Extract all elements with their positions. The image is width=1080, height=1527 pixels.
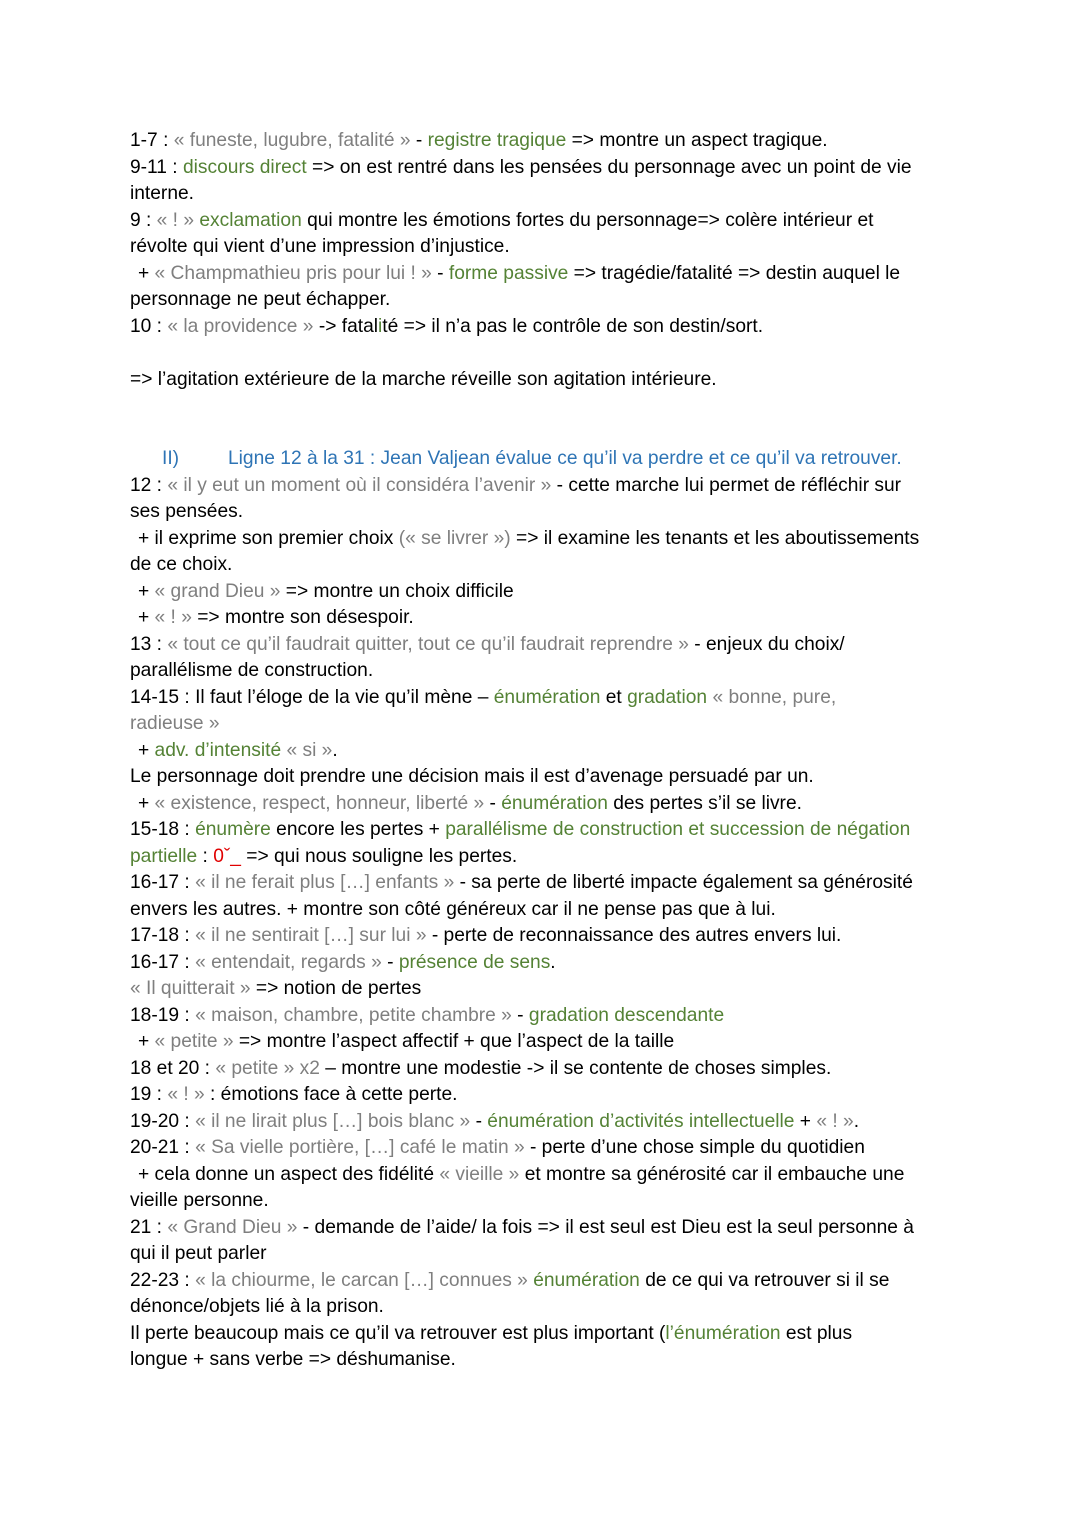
- text-segment: de ce choix.: [130, 554, 233, 575]
- text-segment: => on est rentré dans les pensées du personnage avec un point de vie: [306, 156, 912, 178]
- text-segment: qui il peut parler: [130, 1243, 267, 1264]
- text-line: [130, 526, 960, 553]
- quote-text: « Il quitterait »: [130, 978, 251, 999]
- blank-line: [130, 340, 960, 367]
- quote-text: « il y eut un moment où il considéra l’avenir »: [167, 474, 552, 496]
- quote-text: « ! »: [156, 209, 195, 231]
- quote-text: « il ne sentirait […] sur lui »: [195, 925, 427, 946]
- figure-term: énumération d’activités intellectuelle: [487, 1110, 795, 1132]
- quote-text: « si »: [286, 739, 333, 761]
- quote-text: « funeste, lugubre, fatalité »: [173, 130, 411, 151]
- text-line: [130, 128, 960, 155]
- quote-text: « maison, chambre, petite chambre »: [195, 1004, 512, 1026]
- quote-text: « grand Dieu »: [154, 580, 281, 602]
- quote-text: « vieille »: [439, 1163, 520, 1185]
- text-line: [130, 1268, 960, 1295]
- quote-text: « la chiourme, le carcan […] connues »: [195, 1269, 528, 1291]
- text-segment: => notion de pertes: [250, 978, 422, 999]
- quote-text: « existence, respect, honneur, liberté »: [154, 792, 485, 814]
- text-line: [130, 234, 960, 261]
- text-segment: 20-21 :: [130, 1137, 196, 1158]
- text-segment: => tragédie/fatalité => destin auquel le: [568, 262, 901, 284]
- figure-term: exclamation: [199, 209, 302, 231]
- figure-term: registre tragique: [427, 130, 567, 151]
- text-segment: -> fatal: [313, 315, 379, 337]
- annotation-mark: 0ˇ_: [213, 845, 241, 867]
- text-segment: personnage ne peut échapper.: [130, 289, 391, 310]
- quote-text: « ! »: [167, 1084, 205, 1105]
- text-segment: vieille personne.: [130, 1190, 269, 1211]
- text-segment: de ce qui va retrouver si il se: [639, 1269, 890, 1291]
- text-segment: et montre sa générosité car il embauche une: [519, 1163, 905, 1185]
- text-segment: +: [138, 1031, 155, 1052]
- text-segment: - demande de l’aide/ la fois => il est seul est Dieu est la seul personne à: [297, 1216, 914, 1238]
- text-line: [130, 314, 960, 341]
- text-segment: 1-7 :: [130, 130, 174, 151]
- document-body: [130, 128, 960, 1374]
- text-segment: .: [550, 951, 556, 973]
- quote-text: « entendait, regards »: [195, 951, 382, 973]
- text-segment: -: [511, 1004, 529, 1026]
- figure-term: i: [378, 315, 383, 337]
- text-segment: -: [470, 1110, 488, 1132]
- text-line: [130, 1162, 960, 1189]
- text-segment: +: [138, 580, 155, 602]
- text-segment: - perte de reconnaissance des autres envers lui.: [426, 925, 842, 946]
- text-segment: est plus: [780, 1322, 853, 1344]
- quote-text: radieuse »: [130, 713, 220, 734]
- text-line: [130, 1029, 960, 1056]
- text-line: [130, 367, 960, 394]
- quote-text: « la providence »: [167, 315, 314, 337]
- text-segment: => montre un choix difficile: [280, 580, 514, 602]
- text-segment: té => il n’a pas le contrôle de son destin/sort.: [382, 315, 764, 337]
- text-line: [130, 552, 960, 579]
- blank-line: [130, 420, 960, 447]
- text-segment: 9 :: [130, 209, 157, 231]
- text-segment: => qui nous souligne les pertes.: [240, 845, 518, 867]
- text-segment: - sa perte de liberté impacte également sa générosité: [454, 872, 913, 893]
- text-segment: Il perte beaucoup mais ce qu’il va retrouver est plus important (: [130, 1322, 666, 1344]
- text-segment: -: [381, 951, 399, 973]
- figure-term: présence de sens: [398, 951, 551, 973]
- text-segment: 9-11 :: [130, 156, 183, 178]
- text-line: [130, 870, 960, 897]
- text-segment: - perte d’une chose simple du quotidien: [524, 1137, 865, 1158]
- text-line: [130, 1003, 960, 1030]
- text-segment: 18 et 20 :: [130, 1057, 216, 1079]
- quote-text: (« se livrer »): [398, 527, 511, 549]
- text-segment: + il exprime son premier choix: [138, 527, 399, 549]
- text-line: [130, 1109, 960, 1136]
- text-segment: - enjeux du choix/: [688, 633, 845, 655]
- quote-text: « Champmathieu pris pour lui ! »: [154, 262, 432, 284]
- figure-term: discours direct: [182, 156, 307, 178]
- text-segment: :: [197, 845, 214, 867]
- text-segment: ses pensées.: [130, 501, 244, 522]
- text-line: [130, 499, 960, 526]
- text-line: [130, 950, 960, 977]
- figure-term: partielle: [130, 845, 198, 867]
- text-segment: +: [138, 262, 155, 284]
- text-line: [130, 579, 960, 606]
- text-line: [130, 208, 960, 235]
- quote-text: « Sa vielle portière, […] café le matin »: [195, 1137, 525, 1158]
- text-line: [130, 685, 960, 712]
- figure-term: gradation descendante: [528, 1004, 725, 1026]
- text-line: [130, 897, 960, 924]
- text-segment: 21 :: [130, 1216, 168, 1238]
- quote-text: « bonne, pure,: [712, 686, 837, 708]
- text-line: [130, 1135, 960, 1162]
- text-segment: -: [431, 262, 449, 284]
- blank-line: [130, 393, 960, 420]
- text-line: [130, 1321, 960, 1348]
- text-line: [130, 1215, 960, 1242]
- text-line: [130, 764, 960, 791]
- text-line: [130, 1188, 960, 1215]
- text-line: [130, 976, 960, 1003]
- text-segment: envers les autres. + montre son côté généreux car il ne pense pas que à lui.: [130, 898, 776, 920]
- text-segment: => montre l’aspect affectif + que l’aspect de la taille: [233, 1031, 675, 1052]
- text-segment: Le personnage doit prendre une décision mais il est d’avenage persuadé par un.: [130, 766, 814, 787]
- text-segment: 19 :: [130, 1084, 168, 1105]
- text-segment: – montre une modestie -> il se contente de choses simples.: [319, 1057, 832, 1079]
- text-segment: : émotions face à cette perte.: [204, 1084, 458, 1105]
- text-segment: interne.: [130, 183, 194, 204]
- text-segment: => il examine les tenants et les aboutissements: [510, 527, 920, 549]
- text-segment: .: [332, 739, 338, 761]
- quote-text: « ! »: [154, 607, 192, 628]
- text-line: [130, 155, 960, 182]
- text-segment: 17-18 :: [130, 925, 196, 946]
- text-segment: - cette marche lui permet de réfléchir sur: [551, 474, 902, 496]
- text-segment: => montre son désespoir.: [191, 607, 414, 628]
- text-segment: 19-20 :: [130, 1110, 196, 1132]
- text-line: [130, 1241, 960, 1268]
- text-line: [130, 605, 960, 632]
- text-line: [130, 287, 960, 314]
- text-segment: 14-15 : Il faut l’éloge de la vie qu’il mène –: [130, 686, 494, 708]
- quote-text: « il ne ferait plus […] enfants »: [195, 872, 455, 893]
- text-line: [130, 1294, 960, 1321]
- heading-text: Ligne 12 à la 31 : Jean Valjean évalue ce qu’il va perdre et ce qu’il va retrouver.: [228, 448, 902, 469]
- text-segment: encore les pertes +: [270, 819, 446, 840]
- figure-term: énumération: [501, 792, 608, 814]
- text-segment: 18-19 :: [130, 1004, 196, 1026]
- text-line: [130, 844, 960, 871]
- figure-term: forme passive: [448, 262, 569, 284]
- text-line: [130, 1082, 960, 1109]
- quote-text: « ! »: [816, 1110, 854, 1132]
- text-segment: longue + sans verbe => déshumanise.: [130, 1349, 456, 1370]
- text-segment: et: [600, 686, 628, 708]
- figure-term: gradation: [627, 686, 708, 708]
- text-line: [130, 711, 960, 738]
- text-segment: 15-18 :: [130, 819, 196, 840]
- text-segment: révolte qui vient d’une impression d’injustice.: [130, 236, 510, 257]
- text-segment: 12 :: [130, 474, 168, 496]
- text-segment: 10 :: [130, 315, 168, 337]
- text-segment: +: [138, 792, 155, 814]
- text-line: [130, 738, 960, 765]
- text-line: [130, 473, 960, 500]
- text-line: [130, 1056, 960, 1083]
- figure-term: l’énumération: [665, 1322, 781, 1344]
- text-segment: => montre un aspect tragique.: [566, 130, 828, 151]
- quote-text: « il ne lirait plus […] bois blanc »: [195, 1110, 471, 1132]
- text-line: [130, 632, 960, 659]
- text-segment: -: [484, 792, 502, 814]
- text-segment: -: [410, 130, 428, 151]
- text-line: [130, 923, 960, 950]
- text-segment: qui montre les émotions fortes du personnage=> colère intérieur et: [301, 209, 874, 231]
- quote-text: « tout ce qu’il faudrait quitter, tout ce qu’il faudrait reprendre »: [167, 633, 689, 655]
- figure-term: énumération: [533, 1269, 640, 1291]
- text-line: [130, 1347, 960, 1374]
- text-line: [130, 817, 960, 844]
- text-segment: +: [138, 739, 155, 761]
- text-segment: => l’agitation extérieure de la marche réveille son agitation intérieure.: [130, 368, 717, 390]
- text-segment: dénonce/objets lié à la prison.: [130, 1296, 384, 1317]
- text-segment: 16-17 :: [130, 951, 196, 973]
- text-line: [130, 261, 960, 288]
- figure-term: parallélisme de construction et succession de négation: [445, 819, 911, 840]
- text-line: [130, 658, 960, 685]
- quote-text: « Grand Dieu »: [167, 1216, 298, 1238]
- text-segment: 13 :: [130, 633, 168, 655]
- section-number: II): [162, 448, 180, 469]
- section-heading: [130, 446, 960, 473]
- text-segment: +: [794, 1110, 817, 1132]
- quote-text: « petite » x2: [215, 1057, 320, 1079]
- quote-text: « petite »: [154, 1031, 234, 1052]
- text-line: [130, 791, 960, 818]
- figure-term: énumération: [493, 686, 601, 708]
- text-segment: .: [853, 1110, 860, 1132]
- figure-term: énumère: [195, 819, 271, 840]
- text-segment: des pertes s’il se livre.: [607, 792, 802, 814]
- figure-term: adv. d’intensité: [154, 739, 282, 761]
- text-segment: 22-23 :: [130, 1269, 196, 1291]
- text-segment: +: [138, 607, 155, 628]
- text-segment: parallélisme de construction.: [130, 660, 374, 681]
- text-line: [130, 181, 960, 208]
- text-segment: 16-17 :: [130, 872, 196, 893]
- text-segment: + cela donne un aspect des fidélité: [138, 1163, 440, 1185]
